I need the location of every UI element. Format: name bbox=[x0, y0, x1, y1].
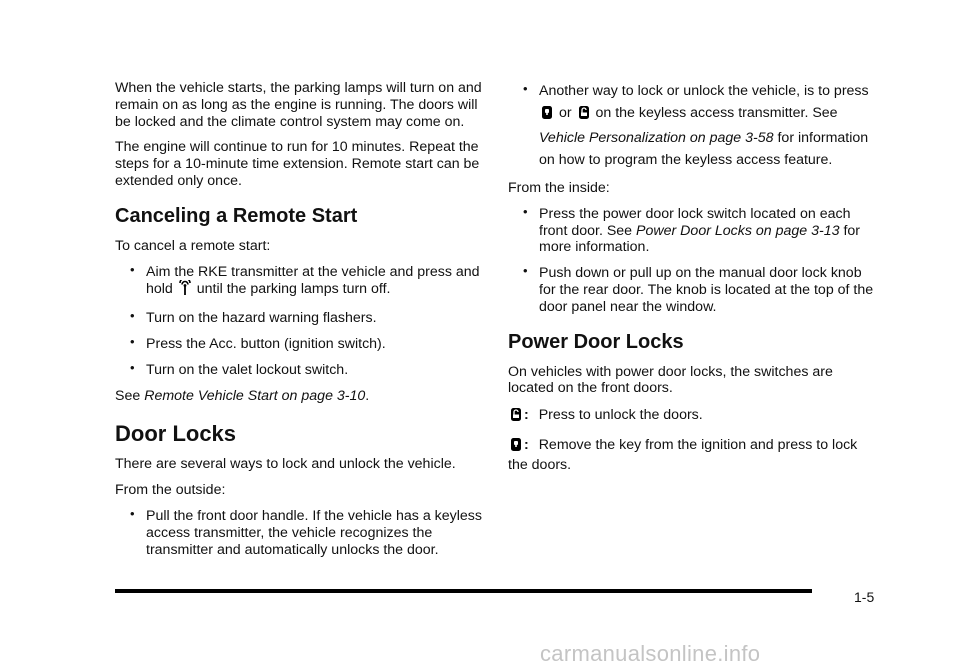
power-door-locks-page-link[interactable]: Power Door Locks on page 3-13 bbox=[636, 222, 840, 239]
outside-methods-list-continued bbox=[508, 80, 880, 171]
footer-rule bbox=[115, 589, 812, 593]
remote-start-page-link[interactable]: Remote Vehicle Start on page 3-10 bbox=[144, 387, 366, 404]
inside-methods-list bbox=[508, 206, 880, 316]
vehicle-personalization-page-link[interactable]: Vehicle Personalization on page 3-58 bbox=[539, 130, 774, 146]
cancel-steps-list bbox=[115, 264, 487, 379]
cancel-intro: To cancel a remote start: bbox=[115, 237, 271, 254]
outside-methods-list bbox=[115, 508, 487, 558]
unlock-icon bbox=[578, 104, 590, 127]
outside-method-1: • Pull the front door handle. If the vehicle has a keyless access transmitter, the vehicle recognizes the transmitter and automatically unlocks the door. bbox=[115, 508, 487, 558]
see-reference-remote-start: See Remote Vehicle Start on page 3-10. bbox=[115, 387, 370, 404]
heading-power-door-locks: Power Door Locks bbox=[508, 330, 684, 353]
unlock-instruction: : Press to unlock the doors. bbox=[508, 406, 880, 427]
remote-start-icon bbox=[179, 280, 191, 301]
remote-start-paragraph-2: The engine will continue to run for 10 minutes. Repeat the steps for a 10-minute time extension. Remote start can be extended only once. bbox=[115, 139, 480, 189]
lock-icon bbox=[541, 104, 553, 127]
left-column bbox=[115, 80, 487, 567]
inside-method-1: • Press the power door lock switch located on each front door. See Power Door Locks on page 3-13 for more information. bbox=[508, 206, 880, 256]
cancel-step-2: • Turn on the hazard warning flashers. bbox=[115, 310, 487, 327]
inside-method-2: • Push down or pull up on the manual door lock knob for the rear door. The knob is located at the top of the door panel near the window. bbox=[508, 265, 880, 315]
lock-icon bbox=[510, 436, 522, 457]
unlock-icon bbox=[510, 406, 522, 427]
lock-instruction: : Remove the key from the ignition and press to lock the doors. bbox=[508, 436, 858, 473]
cancel-step-3: • Press the Acc. button (ignition switch). bbox=[115, 336, 487, 353]
door-locks-intro: There are several ways to lock and unlock the vehicle. bbox=[115, 456, 456, 473]
cancel-step-4: • Turn on the valet lockout switch. bbox=[115, 362, 487, 379]
power-door-locks-intro: On vehicles with power door locks, the switches are located on the front doors. bbox=[508, 363, 833, 397]
from-outside-label: From the outside: bbox=[115, 482, 226, 499]
from-inside-label: From the inside: bbox=[508, 180, 610, 196]
remote-start-paragraph-1: When the vehicle starts, the parking lamps will turn on and remain on as long as the engine is running. The doors will be locked and the climate control system may come on. bbox=[115, 80, 482, 130]
page-number: 1-5 bbox=[854, 589, 875, 605]
heading-canceling-remote-start: Canceling a Remote Start bbox=[115, 204, 358, 227]
right-column bbox=[508, 80, 880, 483]
heading-door-locks: Door Locks bbox=[115, 421, 237, 447]
cancel-step-1: • Aim the RKE transmitter at the vehicle and press and hold until the parking lamps turn off. bbox=[115, 264, 487, 302]
outside-method-2: • Another way to lock or unlock the vehicle, is to press or on the keyless access transmitter. See Vehicle Personalization on page 3-58 for information on how to program the keyless access feature. bbox=[508, 80, 880, 171]
watermark: carmanualsonline.info bbox=[540, 641, 761, 666]
